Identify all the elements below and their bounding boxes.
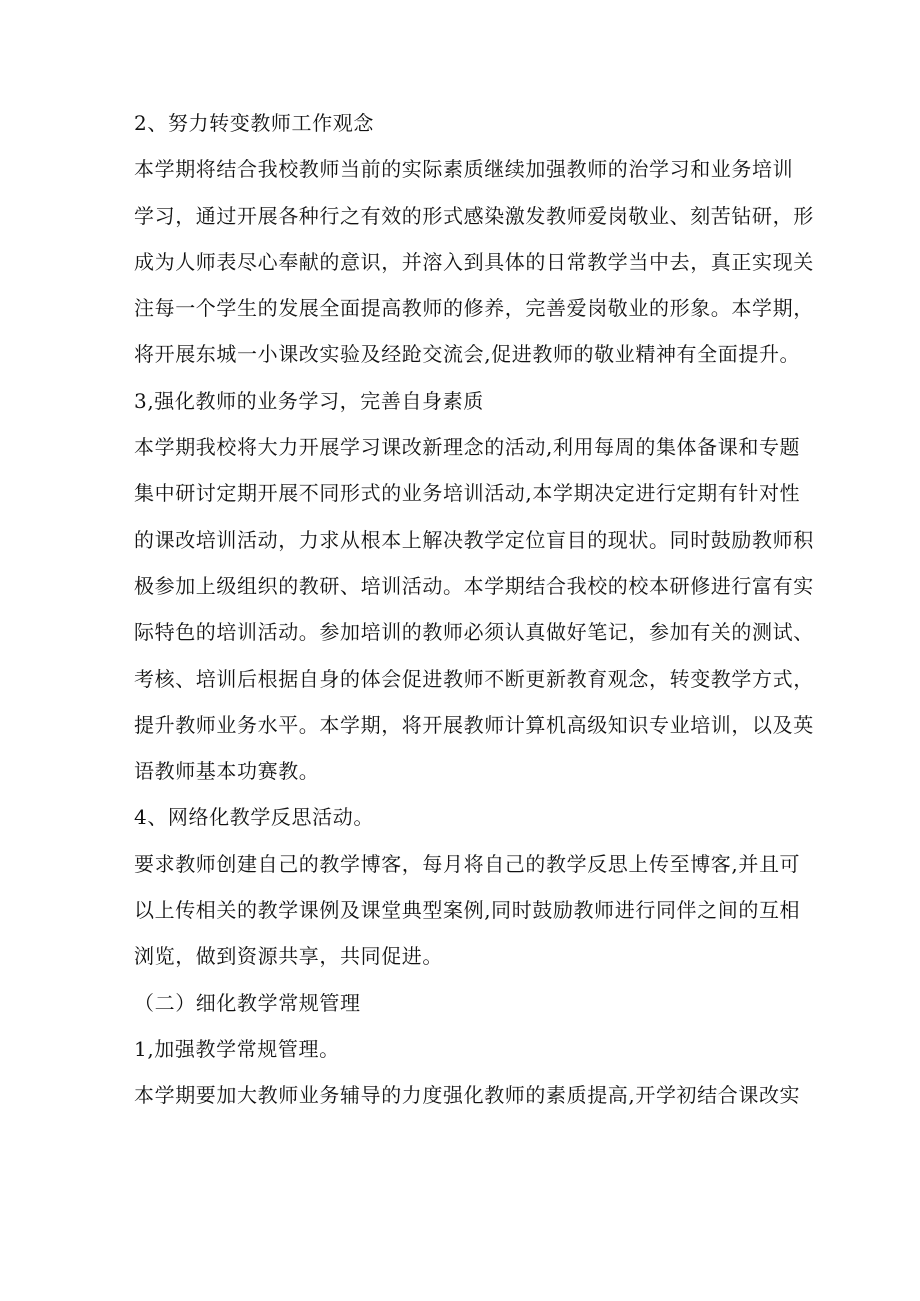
paragraph-line: 本学期将结合我校教师当前的实际素质继续加强教师的治学习和业务培训 [134,157,794,182]
paragraph-line: 成为人师表尽心奉献的意识，并溶入到具体的日常教学当中去，真正实现关 [134,249,814,274]
paragraph-line: 集中研讨定期开展不同形式的业务培训活动,本学期决定进行定期有针对性 [134,481,801,506]
paragraph-line: 的课改培训活动，力求从根本上解决教学定位盲目的现状。同时鼓励教师积 [134,527,814,552]
paragraph-line: 提升教师业务水平。本学期，将开展教师计算机高级知识专业培训，以及英 [134,712,814,737]
section-heading: （二）细化教学常规管理 [134,990,361,1015]
paragraph-line: 语教师基本功赛教。 [134,759,320,784]
paragraph-line: 极参加上级组织的教研、培训活动。本学期结合我校的校本研修进行富有实 [134,573,814,598]
paragraph-line: 学习，通过开展各种行之有效的形式感染激发教师爱岗敬业、刻苦钻研，形 [134,203,814,228]
paragraph-line: 将开展东城一小课改实验及经跄交流会,促进教师的敬业精神有全面提升。 [134,342,801,367]
paragraph-line: 注每一个学生的发展全面提高教师的修养，完善爱岗敬业的形象。本学期， [134,296,814,321]
paragraph-line: 浏览，做到资源共享，共同促进。 [134,944,443,969]
paragraph-line: 本学期要加大教师业务辅导的力度强化教师的素质提高,开学初结合课改实 [134,1083,801,1108]
heading-line: 1,加强教学常规管理。 [134,1036,340,1061]
heading-line: 4、网络化教学反思活动。 [134,805,374,830]
document-body [134,111,814,1132]
heading-line: 2、努力转变教师工作观念 [134,111,374,135]
paragraph-line: 本学期我校将大力开展学习课改新理念的活动,利用每周的集体备课和专题 [134,435,801,460]
heading-line: 3,强化教师的业务学习，完善自身素质 [134,388,484,413]
paragraph-line: 要求教师创建自己的教学博客，每月将自己的教学反思上传至博客,并且可 [134,851,801,876]
paragraph-line: 以上传相关的教学课例及课堂典型案例,同时鼓励教师进行同伴之间的互相 [134,898,801,923]
paragraph-line: 考核、培训后根据自身的体会促进教师不断更新教育观念，转变教学方式， [134,666,814,691]
paragraph-line: 际特色的培训活动。参加培训的教师必须认真做好笔记，参加有关的测试、 [134,620,814,645]
